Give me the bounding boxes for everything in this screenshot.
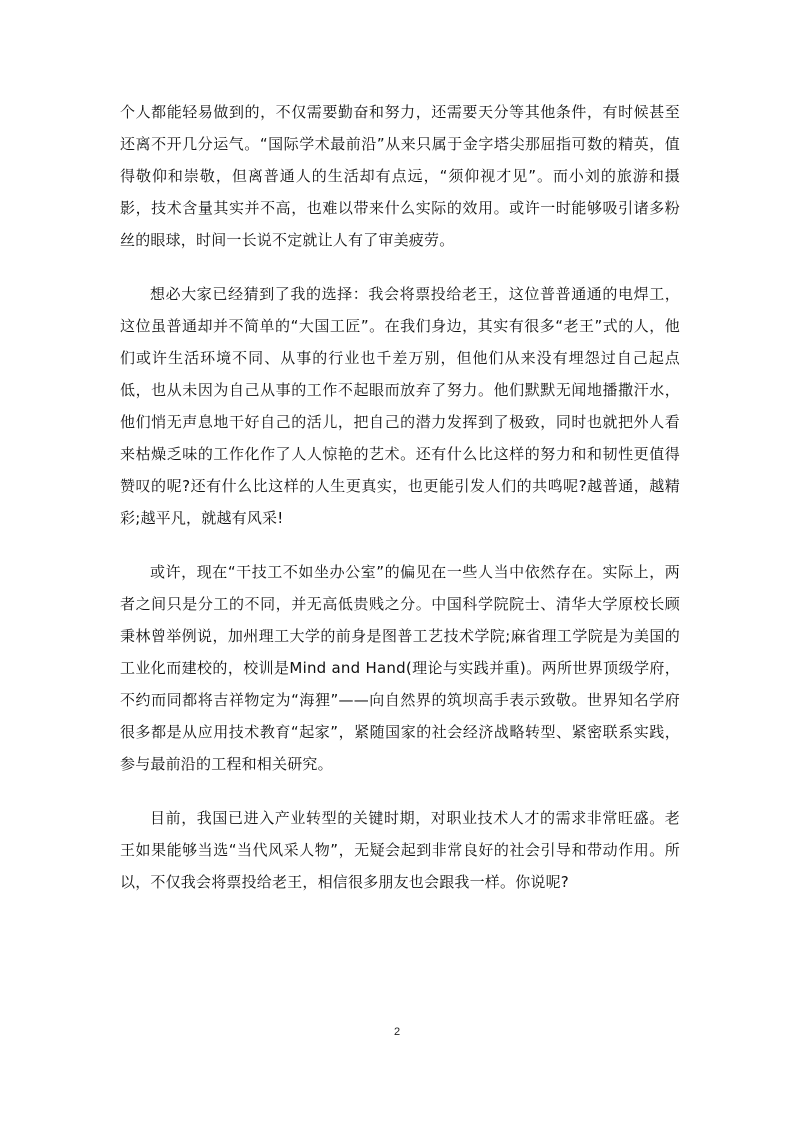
paragraph-4: 目前，我国已进入产业转型的关键时期，对职业技术人才的需求非常旺盛。老王如果能够当选“当代风采人物”，无疑会起到非常良好的社会引导和带动作用。所以，不仅我会将票投给老王，相信很多朋友也会跟我一样。你说呢?: [120, 809, 680, 891]
paragraph-1: 个人都能轻易做到的，不仅需要勤奋和努力，还需要天分等其他条件，有时候甚至还离不开几分运气。“国际学术最前沿”从来只属于金字塔尖那屈指可数的精英，值得敬仰和崇敬，但离普通人的生活却有点远，“须仰视才见”。而小刘的旅游和摄影，技术含量其实并不高，也难以带来什么实际的效用。或许一时能够吸引诸多粉丝的眼球，时间一长说不定就让人有了审美疲劳。: [120, 103, 680, 249]
paragraph-2: 想必大家已经猜到了我的选择：我会将票投给老王，这位普普通通的电焊工，这位虽普通却并不简单的“大国工匠”。在我们身边，其实有很多“老王”式的人，他们或许生活环境不同、从事的行业也千差万别，但他们从来没有埋怨过自己起点低，也从未因为自己从事的工作不起眼而放弃了努力。他们默默无闻地播撒汗水，他们悄无声息地干好自己的活儿，把自己的潜力发挥到了极致，同时也就把外人看来枯燥乏味的工作化作了人人惊艳的艺术。还有什么比这样的努力和和韧性更值得赞叹的呢?还有什么比这样的人生更真实，也更能引发人们的共鸣呢?越普通，越精彩;越平凡，就越有风采!: [120, 285, 680, 527]
document-body: [120, 96, 680, 920]
page-number: 2: [393, 1026, 401, 1038]
paragraph-3: 或许，现在“干技工不如坐办公室”的偏见在一些人当中依然存在。实际上，两者之间只是分工的不同，并无高低贵贱之分。中国科学院院士、清华大学原校长顾秉林曾举例说，加州理工大学的前身是图普工艺技术学院;麻省理工学院是为美国的工业化而建校的，校训是Mind and Hand(理论与实践并重)。两所世界顶级学府，不约而同都将吉祥物定为“海狸”——向自然界的筑坝高手表示致敬。世界知名学府很多都是从应用技术教育“起家”，紧随国家的社会经济战略转型、紧密联系实践，参与最前沿的工程和相关研究。: [120, 563, 680, 773]
